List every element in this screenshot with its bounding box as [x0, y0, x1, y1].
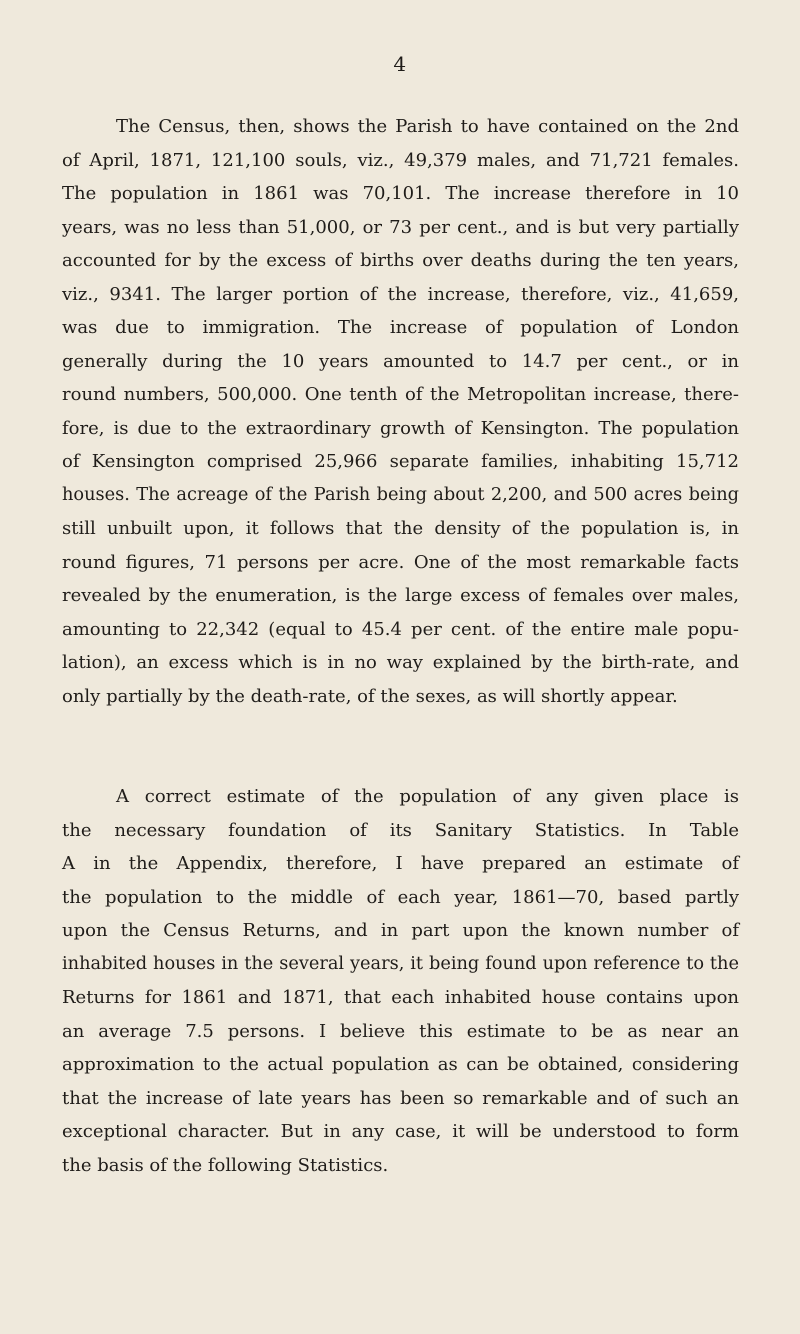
text-line: generally during the 10 years amounted to 14.7 per cent., or in [62, 350, 739, 372]
text-line: the population to the middle of each year, 1861—70, based partly [62, 886, 739, 908]
text-line: approximation to the actual population as can be obtained, considering [62, 1054, 739, 1075]
text-line: that the increase of late years has been so remarkable and of such an [62, 1087, 739, 1109]
text-line: houses. The acreage of the Parish being about 2,200, and 500 acres being [62, 484, 739, 505]
text-line: round figures, 71 persons per acre. One of the most remarkable facts [62, 551, 739, 573]
text-line: inhabited houses in the several years, it being found upon reference to the [62, 953, 739, 974]
text-line: The Census, then, shows the Parish to have contained on the 2nd [116, 116, 739, 137]
text-line: The population in 1861 was 70,101. The increase therefore in 10 [62, 183, 739, 204]
text-line: of April, 1871, 121,100 souls, viz., 49,379 males, and 71,721 females. [62, 149, 739, 171]
text-line: the necessary foundation of its Sanitary Statistics. In Table [62, 819, 739, 841]
paragraph-census-results [62, 110, 739, 713]
text-line: years, was no less than 51,000, or 73 per cent., and is but very partially [62, 216, 739, 238]
text-line: A in the Appendix, therefore, I have prepared an estimate of [62, 853, 739, 874]
text-line: only partially by the death-rate, of the sexes, as will shortly appear. [62, 685, 678, 707]
page-number: 4 [393, 52, 407, 76]
text-line: of Kensington comprised 25,966 separate families, inhabiting 15,712 [62, 451, 739, 472]
text-line: lation), an excess which is in no way explained by the birth-rate, and [62, 652, 739, 673]
text-line: still unbuilt upon, it follows that the density of the population is, in [62, 518, 739, 539]
text-line: was due to immigration. The increase of population of London [62, 317, 739, 338]
text-line: A correct estimate of the population of any given place is [116, 786, 739, 807]
text-line: upon the Census Returns, and in part upon the known number of [62, 920, 739, 941]
text-line: fore, is due to the extraordinary growth of Kensington. The population [62, 417, 739, 439]
text-line: round numbers, 500,000. One tenth of the Metropolitan increase, there- [62, 384, 739, 405]
text-line: amounting to 22,342 (equal to 45.4 per cent. of the entire male popu- [62, 618, 739, 640]
text-line: accounted for by the excess of births over deaths during the ten years, [62, 250, 739, 271]
text-line: exceptional character. But in any case, it will be understood to form [62, 1121, 739, 1142]
text-line: viz., 9341. The larger portion of the increase, therefore, viz., 41,659, [62, 283, 739, 305]
text-line: the basis of the following Statistics. [62, 1154, 389, 1176]
text-line: revealed by the enumeration, is the large excess of females over males, [62, 585, 739, 606]
text-line: Returns for 1861 and 1871, that each inhabited house contains upon [62, 987, 739, 1008]
paragraph-population-estimate [62, 780, 739, 1182]
text-line: an average 7.5 persons. I believe this estimate to be as near an [62, 1020, 739, 1042]
